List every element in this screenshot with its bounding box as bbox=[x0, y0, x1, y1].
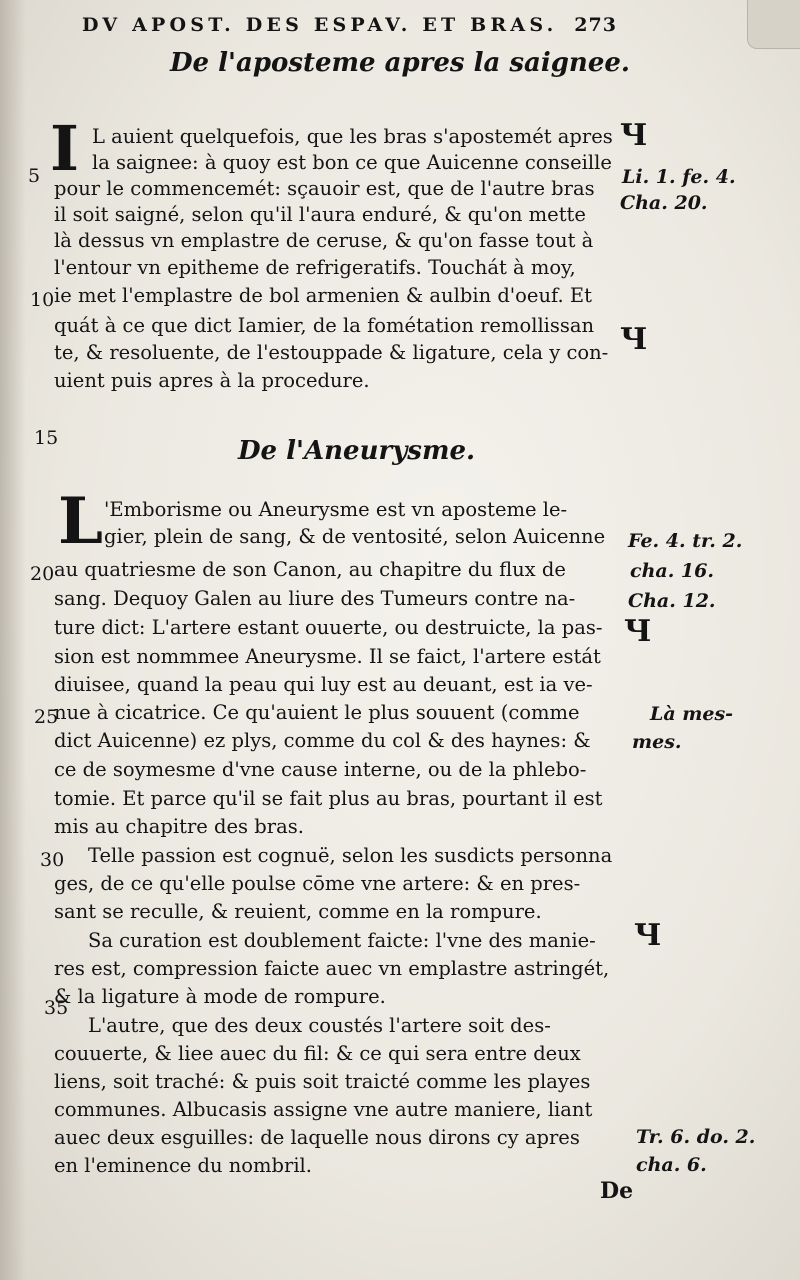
text-line: quát à ce que dict Iamier, de la fométation remollissan bbox=[54, 314, 595, 337]
running-head-text: DV APOST. DES ESPAV. ET BRAS. bbox=[82, 14, 558, 36]
text-line: auec deux esguilles: de laquelle nous dirons cy apres bbox=[54, 1126, 580, 1149]
line-number: 10 bbox=[30, 289, 55, 311]
text-line: diuisee, quand la peau qui luy est au deuant, est ia ve- bbox=[54, 673, 593, 696]
gutter-shadow bbox=[0, 0, 26, 1280]
line-number: 35 bbox=[44, 997, 69, 1019]
margin-note: cha. 6. bbox=[636, 1154, 707, 1176]
text-line: couuerte, & liee auec du fil: & ce qui sera entre deux bbox=[54, 1042, 581, 1065]
text-line: la saignee: à quoy est bon ce que Auicenne conseille bbox=[92, 151, 612, 174]
margin-note: Tr. 6. do. 2. bbox=[636, 1126, 756, 1148]
running-head bbox=[82, 14, 617, 36]
text-line: res est, compression faicte auec vn emplastre astringét, bbox=[54, 957, 610, 980]
margin-note: cha. 16. bbox=[630, 560, 714, 582]
text-line: 'Emborisme ou Aneurysme est vn aposteme le- bbox=[104, 498, 568, 521]
page-corner bbox=[747, 0, 800, 49]
text-line: te, & resoluente, de l'estouppade & ligature, cela y con- bbox=[54, 341, 609, 364]
drop-cap-i: I bbox=[50, 112, 80, 185]
text-line: il soit saigné, selon qu'il l'aura enduré, & qu'on mette bbox=[54, 203, 586, 226]
section-title-aneurysme: De l'Aneurysme. bbox=[238, 436, 476, 466]
paragraph-mark-icon: Ч bbox=[634, 918, 662, 953]
margin-note: Fe. 4. tr. 2. bbox=[628, 530, 743, 552]
margin-note: Li. 1. fe. 4. bbox=[622, 166, 736, 188]
text-line: communes. Albucasis assigne vne autre maniere, liant bbox=[54, 1098, 593, 1121]
line-number: 30 bbox=[40, 849, 65, 871]
text-line: gier, plein de sang, & de ventosité, selon Auicenne bbox=[104, 525, 606, 548]
section-title-aposteme: De l'aposteme apres la saignee. bbox=[170, 48, 630, 78]
line-number: 20 bbox=[30, 563, 55, 585]
line-number: 5 bbox=[28, 165, 41, 187]
text-line: dict Auicenne) ez plys, comme du col & des haynes: & bbox=[54, 729, 591, 752]
text-line: en l'eminence du nombril. bbox=[54, 1154, 312, 1177]
paragraph-mark-icon: Ч bbox=[624, 614, 652, 649]
text-line: tomie. Et parce qu'il se fait plus au bras, pourtant il est bbox=[54, 787, 603, 810]
text-line: uient puis apres à la procedure. bbox=[54, 369, 370, 392]
text-line: là dessus vn emplastre de ceruse, & qu'on fasse tout à bbox=[54, 229, 594, 252]
text-line: pour le commencemét: sçauoir est, que de l'autre bras bbox=[54, 177, 595, 200]
text-line: au quatriesme de son Canon, au chapitre du flux de bbox=[54, 558, 566, 581]
text-line: ges, de ce qu'elle poulse cōme vne artere: & en pres- bbox=[54, 872, 581, 895]
line-number: 25 bbox=[34, 706, 59, 728]
text-line: L auient quelquefois, que les bras s'apostemét apres bbox=[92, 125, 613, 148]
page-number: 273 bbox=[574, 14, 617, 36]
margin-note: Là mes- bbox=[650, 703, 734, 725]
text-line: sion est nommmee Aneurysme. Il se faict, l'artere estát bbox=[54, 645, 601, 668]
text-line: mis au chapitre des bras. bbox=[54, 815, 304, 838]
margin-note: Cha. 12. bbox=[628, 590, 716, 612]
text-line: Sa curation est doublement faicte: l'vne des manie- bbox=[88, 929, 596, 952]
text-line: sang. Dequoy Galen au liure des Tumeurs contre na- bbox=[54, 587, 576, 610]
text-line: l'entour vn epitheme de refrigeratifs. Touchát à moy, bbox=[54, 256, 576, 279]
text-line: nue à cicatrice. Ce qu'auient le plus souuent (comme bbox=[54, 701, 580, 724]
text-line: ce de soymesme d'vne cause interne, ou de la phlebo- bbox=[54, 758, 587, 781]
text-line: liens, soit traché: & puis soit traicté comme les playes bbox=[54, 1070, 591, 1093]
text-line: & la ligature à mode de rompure. bbox=[54, 985, 386, 1008]
drop-cap-l: L bbox=[58, 484, 103, 559]
catchword: De bbox=[600, 1178, 634, 1204]
margin-note: Cha. 20. bbox=[620, 192, 708, 214]
line-number: 15 bbox=[34, 427, 59, 449]
text-line: ie met l'emplastre de bol armenien & aulbin d'oeuf. Et bbox=[54, 284, 592, 307]
text-line: sant se reculle, & reuient, comme en la rompure. bbox=[54, 900, 542, 923]
text-line: L'autre, que des deux coustés l'artere soit des- bbox=[88, 1014, 551, 1037]
margin-note: mes. bbox=[632, 731, 682, 753]
text-line: ture dict: L'artere estant ouuerte, ou destruicte, la pas- bbox=[54, 616, 603, 639]
paragraph-mark-icon: Ч bbox=[620, 322, 648, 357]
text-line: Telle passion est cognuë, selon les susdicts personna bbox=[88, 844, 613, 867]
paragraph-mark-icon: Ч bbox=[620, 118, 648, 153]
